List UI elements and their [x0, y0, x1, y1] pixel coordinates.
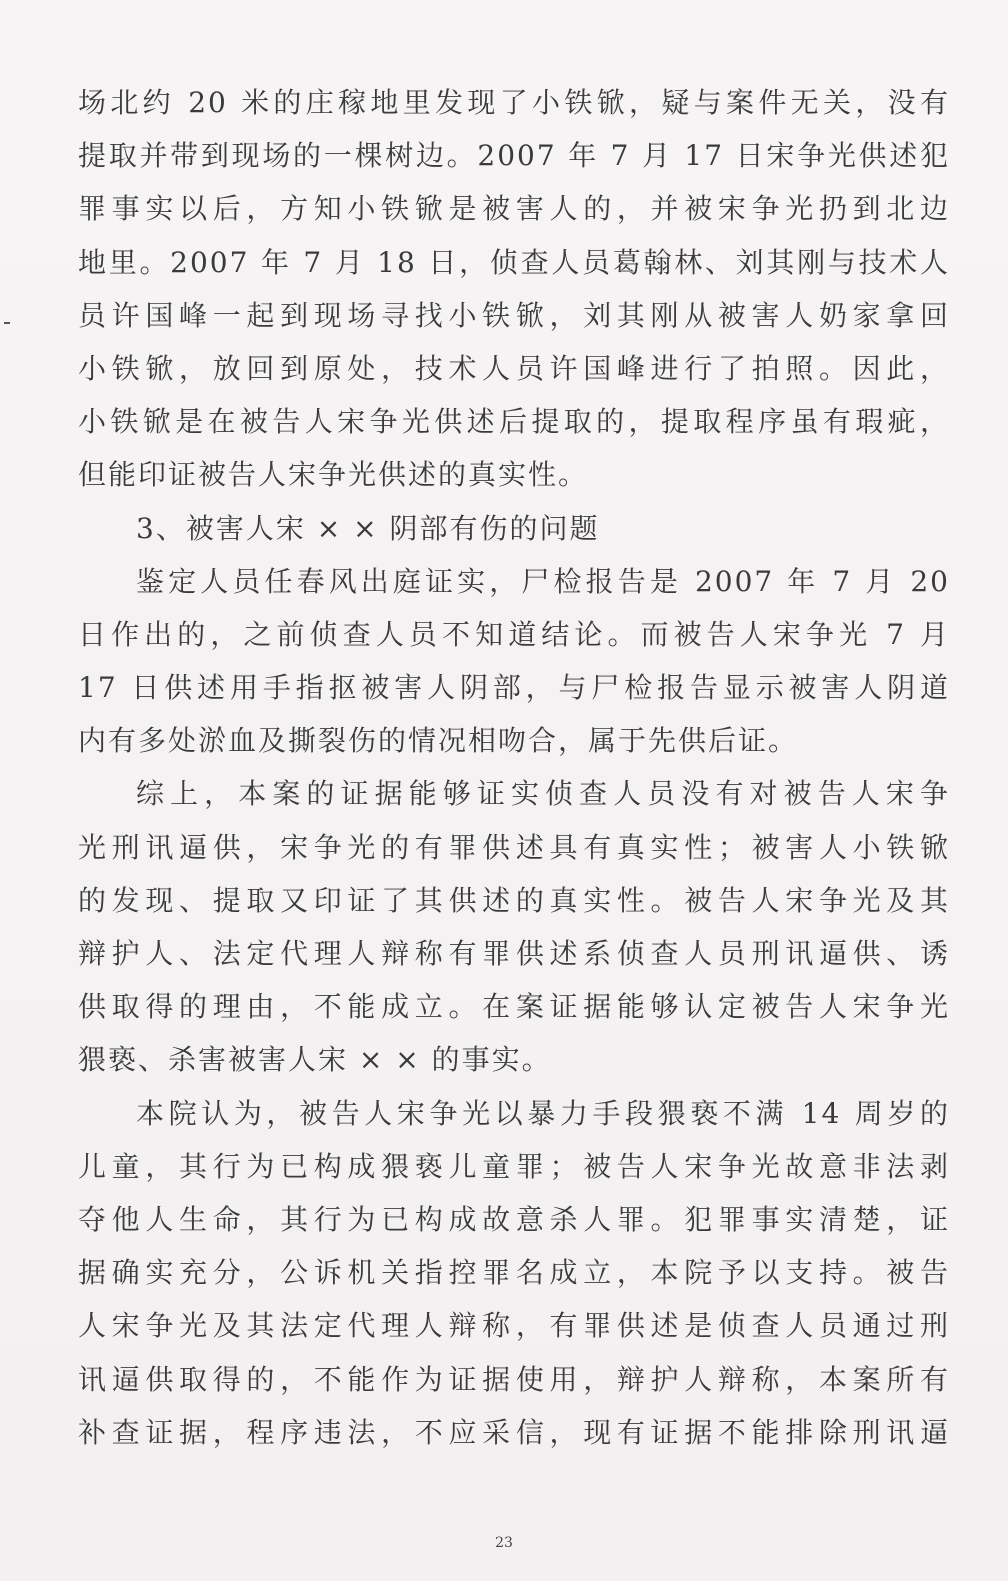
text-line: 光刑讯逼供，宋争光的有罪供述具有真实性；被害人小铁锨 — [78, 830, 950, 864]
text-line: 鉴定人员任春风出庭证实，尸检报告是 2007 年 7 月 20 — [136, 564, 950, 598]
text-line: 供取得的理由，不能成立。在案证据能够认定被告人宋争光 — [78, 990, 950, 1024]
text-line: 据确实充分，公诉机关指控罪名成立，本院予以支持。被告 — [78, 1256, 950, 1290]
text-line: 人宋争光及其法定代理人辩称，有罪供述是侦查人员通过刑 — [78, 1309, 950, 1343]
text-line: 提取并带到现场的一棵树边。2007 年 7 月 17 日宋争光供述犯 — [78, 139, 950, 173]
text-line: 讯逼供取得的，不能作为证据使用，辩护人辩称，本案所有 — [78, 1362, 950, 1396]
text-line: 小铁锨，放回到原处，技术人员许国峰进行了拍照。因此， — [78, 351, 950, 385]
text-line: 员许国峰一起到现场寻找小铁锨，刘其刚从被害人奶家拿回 — [78, 298, 950, 332]
page-number: 23 — [495, 1535, 513, 1551]
text-line: 的发现、提取又印证了其供述的真实性。被告人宋争光及其 — [78, 883, 950, 917]
text-line: 场北约 20 米的庄稼地里发现了小铁锨，疑与案件无关，没有 — [78, 86, 950, 119]
text-line: 17 日供述用手指抠被害人阴部，与尸检报告显示被害人阴道 — [78, 671, 950, 705]
text-line: 地里。2007 年 7 月 18 日，侦查人员葛翰林、刘其刚与技术人 — [78, 245, 950, 279]
text-line: 小铁锨是在被告人宋争光供述后提取的，提取程序虽有瑕疵， — [78, 405, 950, 439]
text-line: 日作出的，之前侦查人员不知道结论。而被告人宋争光 7 月 — [78, 617, 950, 651]
text-line: 补查证据，程序违法，不应采信，现有证据不能排除刑讯逼 — [78, 1415, 950, 1449]
text-line: 罪事实以后，方知小铁锨是被害人的，并被宋争光扔到北边 — [78, 192, 950, 226]
text-line: 猥亵、杀害被害人宋 × × 的事实。 — [78, 1043, 552, 1077]
text-line: 但能印证被告人宋争光供述的真实性。 — [78, 458, 589, 492]
text-line: 综上，本案的证据能够证实侦查人员没有对被告人宋争 — [136, 777, 950, 811]
text-line: 内有多处淤血及撕裂伤的情况相吻合，属于先供后证。 — [78, 724, 799, 758]
text-line: 本院认为，被告人宋争光以暴力手段猥亵不满 14 周岁的 — [136, 1096, 950, 1130]
text-line: 辩护人、法定代理人辩称有罪供述系侦查人员刑讯逼供、诱 — [78, 937, 950, 970]
body-text — [78, 76, 950, 1459]
section-heading: 3、被害人宋 × × 阴部有伤的问题 — [136, 511, 600, 545]
binder-mark — [4, 322, 10, 324]
text-line: 夺他人生命，其行为已构成故意杀人罪。犯罪事实清楚，证 — [78, 1202, 950, 1236]
text-line: 儿童，其行为已构成猥亵儿童罪；被告人宋争光故意非法剥 — [78, 1149, 950, 1183]
